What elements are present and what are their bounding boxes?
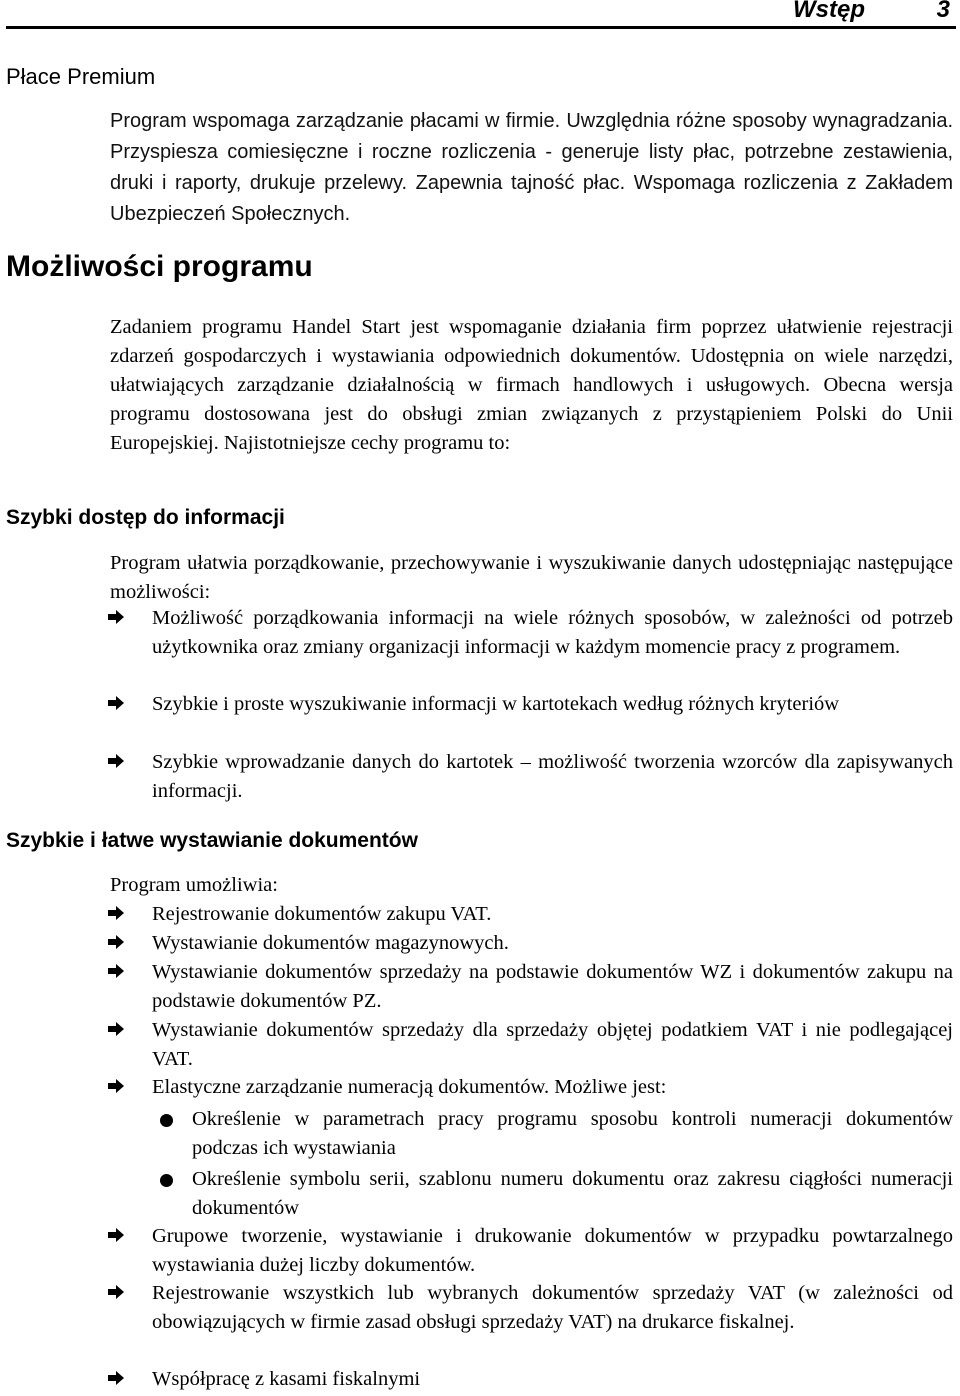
sub-list-item bbox=[160, 1165, 953, 1223]
list-item bbox=[108, 958, 953, 1016]
sub-list-item-text: Określenie w parametrach pracy programu sposobu kontroli numeracji dokumentów podczas ich wystawiania bbox=[192, 1108, 953, 1159]
list-item-text: Szybkie i proste wyszukiwanie informacji w kartotekach według różnych kryteriów bbox=[152, 693, 840, 715]
arrow-bullet-icon bbox=[108, 1228, 124, 1242]
sub-list-item-text: Określenie symbolu serii, szablonu numeru dokumentu oraz zakresu ciągłości numeracji dokumentów bbox=[192, 1168, 953, 1219]
list-item-text: Rejestrowanie dokumentów zakupu VAT. bbox=[152, 903, 492, 925]
list-item bbox=[108, 1222, 953, 1280]
arrow-bullet-icon bbox=[108, 906, 124, 920]
paragraph-mozliwosci: Zadaniem programu Handel Start jest wspomaganie działania firm poprzez ułatwienie rejestracji zdarzeń gospodarczych i wystawiania odpowiednich dokumentów. Udostępnia on wiele narzędzi, ułatwiających zarządzanie działalnością w firmach handlowych i usługowych. Obecna wersja programu dostosowana jest do obsługi zmian związanych z przystąpieniem Polski do Unii Europejskiej. Najistotniejsze cechy programu to: bbox=[110, 316, 953, 454]
list-item-text: Wystawianie dokumentów sprzedaży na podstawie dokumentów WZ i dokumentów zakupu na podstawie dokumentów PZ. bbox=[152, 961, 953, 1012]
header-title: Wstęp bbox=[793, 0, 865, 23]
arrow-bullet-icon bbox=[108, 754, 124, 768]
list-item bbox=[108, 1365, 953, 1394]
dot-bullet-icon bbox=[160, 1114, 173, 1127]
list-item bbox=[108, 1016, 953, 1074]
list-item bbox=[108, 1073, 953, 1102]
paragraph-place-premium: Program wspomaga zarządzanie płacami w firmie. Uwzględnia różne sposoby wynagradzania. Przyspiesza comiesięczne i roczne rozliczenia - generuje listy płac, potrzebne zestawienia, druki i raporty, drukuje przelewy. Zapewnia tajność płac. Wspomaga rozliczenia z Zakładem Ubezpieczeń Społecznych. bbox=[110, 110, 953, 225]
dot-bullet-icon bbox=[160, 1174, 173, 1187]
heading-mozliwosci: Możliwości programu bbox=[6, 250, 313, 283]
list-item bbox=[108, 604, 953, 662]
arrow-bullet-icon bbox=[108, 610, 124, 624]
paragraph-dokumenty-intro: Program umożliwia: bbox=[110, 874, 278, 896]
list-item-text: Rejestrowanie wszystkich lub wybranych dokumentów sprzedaży VAT (w zależności od obowiązujących w firmie zasad obsługi sprzedaży VAT) na drukarce fiskalnej. bbox=[152, 1282, 953, 1333]
page-number: 3 bbox=[936, 0, 950, 23]
heading-place-premium: Płace Premium bbox=[6, 64, 156, 89]
list-item-text: Współpracę z kasami fiskalnymi bbox=[152, 1368, 421, 1390]
list-item bbox=[108, 929, 953, 958]
heading-dokumenty: Szybkie i łatwe wystawianie dokumentów bbox=[6, 829, 418, 852]
arrow-bullet-icon bbox=[108, 1079, 124, 1093]
list-item-text: Szybkie wprowadzanie danych do kartotek – możliwość tworzenia wzorców dla zapisywanych informacji. bbox=[152, 751, 953, 802]
heading-szybki-dostep: Szybki dostęp do informacji bbox=[6, 506, 285, 529]
list-item-text: Elastyczne zarządzanie numeracją dokumentów. Możliwe jest: bbox=[152, 1076, 667, 1098]
list-item bbox=[108, 690, 953, 719]
arrow-bullet-icon bbox=[108, 964, 124, 978]
sub-list-item bbox=[160, 1105, 953, 1163]
list-item-text: Grupowe tworzenie, wystawianie i drukowanie dokumentów w przypadku powtarzalnego wystawiania dużej liczby dokumentów. bbox=[152, 1225, 953, 1276]
arrow-bullet-icon bbox=[108, 935, 124, 949]
list-item bbox=[108, 900, 953, 929]
list-item-text: Możliwość porządkowania informacji na wiele różnych sposobów, w zależności od potrzeb użytkownika oraz zmiany organizacji informacji w każdym momencie pracy z programem. bbox=[152, 607, 953, 658]
paragraph-szybki-dostep: Program ułatwia porządkowanie, przechowywanie i wyszukiwanie danych udostępniając następujące możliwości: bbox=[110, 552, 953, 603]
list-item bbox=[108, 748, 953, 806]
list-item bbox=[108, 1279, 953, 1337]
arrow-bullet-icon bbox=[108, 1285, 124, 1299]
list-item-text: Wystawianie dokumentów sprzedaży dla sprzedaży objętej podatkiem VAT i nie podlegającej VAT. bbox=[152, 1019, 953, 1070]
arrow-bullet-icon bbox=[108, 1371, 124, 1385]
arrow-bullet-icon bbox=[108, 1022, 124, 1036]
header-rule bbox=[6, 26, 956, 29]
list-item-text: Wystawianie dokumentów magazynowych. bbox=[152, 932, 509, 954]
arrow-bullet-icon bbox=[108, 696, 124, 710]
